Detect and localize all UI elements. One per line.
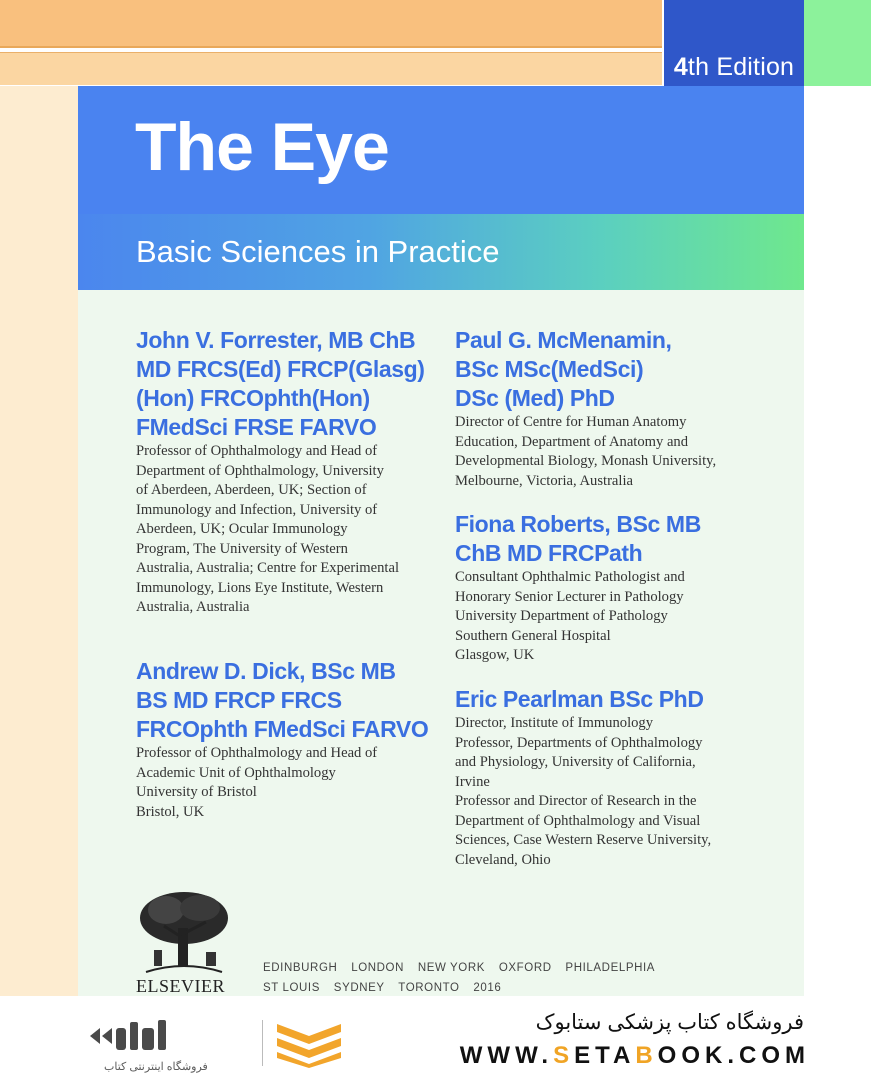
author-block [136,657,446,822]
store-url [460,1042,810,1070]
author-block [455,510,775,666]
top-orange-band-2 [0,52,662,85]
author-block [455,685,775,870]
author-name: John V. Forrester, MB ChB MD FRCS(Ed) FRCP(Glasg) (Hon) FRCOphth(Hon) FMedSci FRSE FARVO [136,327,425,440]
top-green-block [804,0,871,86]
edition-number: 4 [673,53,688,81]
title-band [78,86,804,214]
setabook-wordmark-icon [84,1014,174,1064]
store-footer-banner [48,996,822,1080]
cities-line-2 [263,982,511,994]
city: EDINBURGH [263,962,338,974]
publisher-name: ELSEVIER [136,976,225,996]
author-name: Eric Pearlman BSc PhD [455,686,704,712]
publication-year: 2016 [473,982,502,994]
author-affiliation: Professor of Ophthalmology and Head of Academic Unit of Ophthalmology University of Bristol Bristol, UK [136,745,378,820]
city: TORONTO [398,982,460,994]
store-name: فروشگاه کتاب پزشکی ستابوک [535,1011,804,1034]
author-affiliation: Director of Centre for Human Anatomy Education, Department of Anatomy and Developmental Biology, Monash University, Melbourne, Victoria, Australia [455,414,717,489]
city: ST LOUIS [263,982,320,994]
edition-suffix: th Edition [687,53,795,81]
right-strip [804,86,871,996]
author-block [455,326,775,491]
author-affiliation: Professor of Ophthalmology and Head of Department of Ophthalmology, University of Aberdeen, Aberdeen, UK; Section of Immunology and Infection, University of Aberdeen, UK; Ocular Immunology Program, The University of Western Australia, Australia; Centre for Experimental Immunology, Lions Eye Institute, Western Australia, Australia [136,443,400,615]
author-affiliation: Consultant Ophthalmic Pathologist and Honorary Senior Lecturer in Pathology University Department of Pathology Southern General Hospital Glasgow, UK [455,569,685,663]
city: LONDON [351,962,405,974]
book-title: The Eye [135,109,389,185]
city: OXFORD [498,962,552,974]
city: NEW YORK [417,962,486,974]
city: PHILADELPHIA [565,962,656,974]
cities-line-1 [263,962,665,974]
city: SYDNEY [333,982,385,994]
subtitle-band [78,214,804,290]
url-highlight: S [553,1042,575,1069]
url-part: OOK.COM [657,1042,810,1069]
left-cream-strip [0,86,78,996]
author-name: Paul G. McMenamin, BSc MSc(MedSci) DSc (Med) PhD [455,327,672,411]
author-block [136,326,446,618]
book-subtitle: Basic Sciences in Practice [136,234,500,269]
author-name: Fiona Roberts, BSc MB ChB MD FRCPath [455,511,701,566]
edition-badge [664,0,804,86]
top-orange-band [0,0,662,48]
footer-divider [262,1020,263,1066]
url-highlight: B [635,1042,658,1069]
url-part: ETA [574,1042,636,1069]
store-logo-subtitle: فروشگاه اینترنتی کتاب [104,1061,208,1073]
author-name: Andrew D. Dick, BSc MB BS MD FRCP FRCS FRCOphth FMedSci FARVO [136,658,429,742]
url-part: WWW. [459,1042,554,1069]
author-affiliation: Director, Institute of Immunology Professor, Departments of Ophthalmology and Physiology, University of California, Irvine Professor and Director of Research in the Department of Ophthalmology and Visual Sciences, Case Western Reserve University, Cleveland, Ohio [455,715,712,868]
setabook-chevron-logo-icon [273,1018,345,1068]
